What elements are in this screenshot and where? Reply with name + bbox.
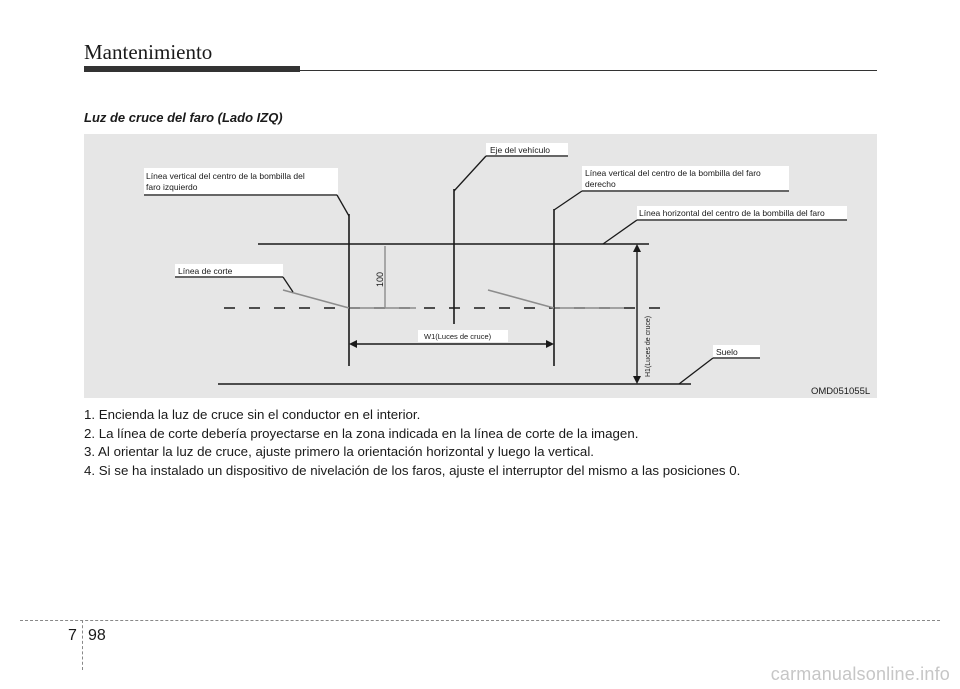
instruction-step: 1. Encienda la luz de cruce sin el conductor en el interior. xyxy=(84,407,421,422)
right-bulb-label-line-1: Línea vertical del centro de la bombilla del faro xyxy=(585,168,761,178)
cutoff-label: Línea de corte xyxy=(178,266,233,276)
w1-label: W1(Luces de cruce) xyxy=(424,332,492,341)
headlight-aiming-diagram xyxy=(84,134,877,398)
h1-label: H1(Luces de cruce) xyxy=(645,315,652,377)
instruction-step: 3. Al orientar la luz de cruce, ajuste primero la orientación horizontal y luego la vertical. xyxy=(84,444,594,460)
watermark: carmanualsonline.info xyxy=(770,664,950,684)
header-rule xyxy=(300,70,877,71)
left-bulb-label-line-2: faro izquierdo xyxy=(146,182,198,192)
dimension-100-label: 100 xyxy=(375,271,385,287)
instruction-step: 2. La línea de corte debería proyectarse en la zona indicada en la línea de corte de la imagen. xyxy=(84,425,639,441)
header-accent-bar xyxy=(84,66,300,72)
ground-label: Suelo xyxy=(716,347,738,357)
left-bulb-label-line-1: Línea vertical del centro de la bombilla del xyxy=(146,171,305,181)
vehicle-axis-label: Eje del vehículo xyxy=(490,145,551,155)
instruction-step: 4. Si se ha instalado un dispositivo de nivelación de los faros, ajuste el interruptor del mismo a las posiciones 0. xyxy=(84,462,741,478)
right-bulb-label-line-2: derecho xyxy=(585,179,616,189)
instruction-steps xyxy=(84,406,884,480)
chapter-number: 7 xyxy=(68,627,77,644)
footer-vertical-divider xyxy=(82,620,83,670)
horizontal-center-label: Línea horizontal del centro de la bombilla del faro xyxy=(639,208,825,218)
page-header-title: Mantenimiento xyxy=(84,40,213,64)
section-title: Luz de cruce del faro (Lado IZQ) xyxy=(84,110,283,125)
footer-divider xyxy=(20,620,940,621)
figure-code: OMD051055L xyxy=(811,386,871,397)
page-number: 98 xyxy=(88,627,106,644)
